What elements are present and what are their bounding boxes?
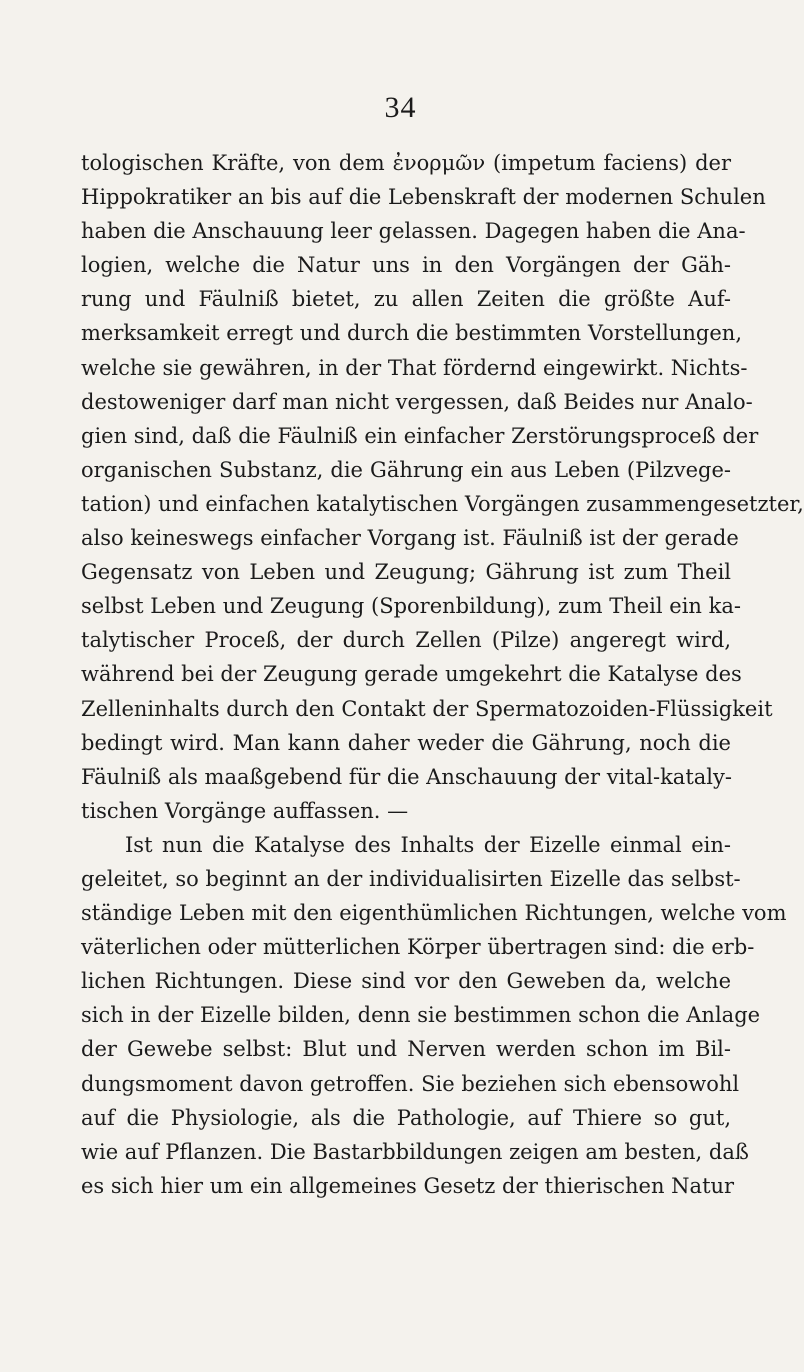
text-line: destoweniger darf man nicht vergessen, daß Beides nur Analo- [81,389,753,414]
text-line: gien sind, daß die Fäulniß ein einfacher Zerstörungsproceß der [81,423,759,448]
text-line: haben die Anschauung leer gelassen. Dagegen haben die Ana- [81,219,746,244]
text-line: dungsmoment davon getroffen. Sie beziehen sich ebensowohl [81,1071,740,1096]
text-line: organischen Substanz, die Gährung ein aus Leben (Pilzvege- [81,457,731,482]
text-line: der Gewebe selbst: Blut und Nerven werden schon im Bil- [81,1037,731,1062]
text-line: Zelleninhalts durch den Contakt der Spermatozoiden-Flüssigkeit [81,696,773,721]
text-line: Gegensatz von Leben und Zeugung; Gährung ist zum Theil [81,560,731,585]
text-line: welche sie gewähren, in der That fördernd eingewirkt. Nichts- [81,355,748,380]
text-line: also keineswegs einfacher Vorgang ist. Fäulniß ist der gerade [81,526,739,551]
text-line: Hippokratiker an bis auf die Lebenskraft der modernen Schulen [81,185,766,210]
text-line: es sich hier um ein allgemeines Gesetz der thierischen Natur [81,1173,735,1198]
text-line: während bei der Zeugung gerade umgekehrt die Katalyse des [81,662,742,687]
text-line: talytischer Proceß, der durch Zellen (Pilze) angeregt wird, [81,628,731,653]
text-line: geleitet, so beginnt an der individualisirten Eizelle das selbst- [81,866,741,891]
text-line: tologischen Kräfte, von dem ἐνορμῶν (impetum faciens) der [81,151,731,175]
text-line: tischen Vorgänge auffassen. — [81,798,409,823]
text-line: selbst Leben und Zeugung (Sporenbildung), zum Theil ein ka- [81,594,741,619]
text-line: wie auf Pflanzen. Die Bastarbbildungen zeigen am besten, daß [81,1139,749,1164]
text-line: rung und Fäulniß bietet, zu allen Zeiten die größte Auf- [81,287,731,312]
text-line: sich in der Eizelle bilden, denn sie bestimmen schon die Anlage [81,1003,761,1028]
text-line: ständige Leben mit den eigenthümlichen Richtungen, welche vom [81,901,787,926]
text-line: lichen Richtungen. Diese sind vor den Geweben da, welche [81,969,731,994]
page-number: 34 [384,91,417,124]
text-line: väterlichen oder mütterlichen Körper übertragen sind: die erb- [81,935,755,960]
text-line: tation) und einfachen katalytischen Vorgängen zusammengesetzter, [81,491,804,516]
text-line: merksamkeit erregt und durch die bestimmten Vorstellungen, [81,321,742,346]
text-line: auf die Physiologie, als die Pathologie, auf Thiere so gut, [81,1105,731,1130]
text-line: Fäulniß als maaßgebend für die Anschauung der vital-kataly- [81,764,732,789]
text-line: Ist nun die Katalyse des Inhalts der Eizelle einmal ein- [125,832,731,857]
body-text [81,146,804,1203]
text-line: logien, welche die Natur uns in den Vorgängen der Gäh- [81,253,731,278]
text-line: bedingt wird. Man kann daher weder die Gährung, noch die [81,730,731,755]
